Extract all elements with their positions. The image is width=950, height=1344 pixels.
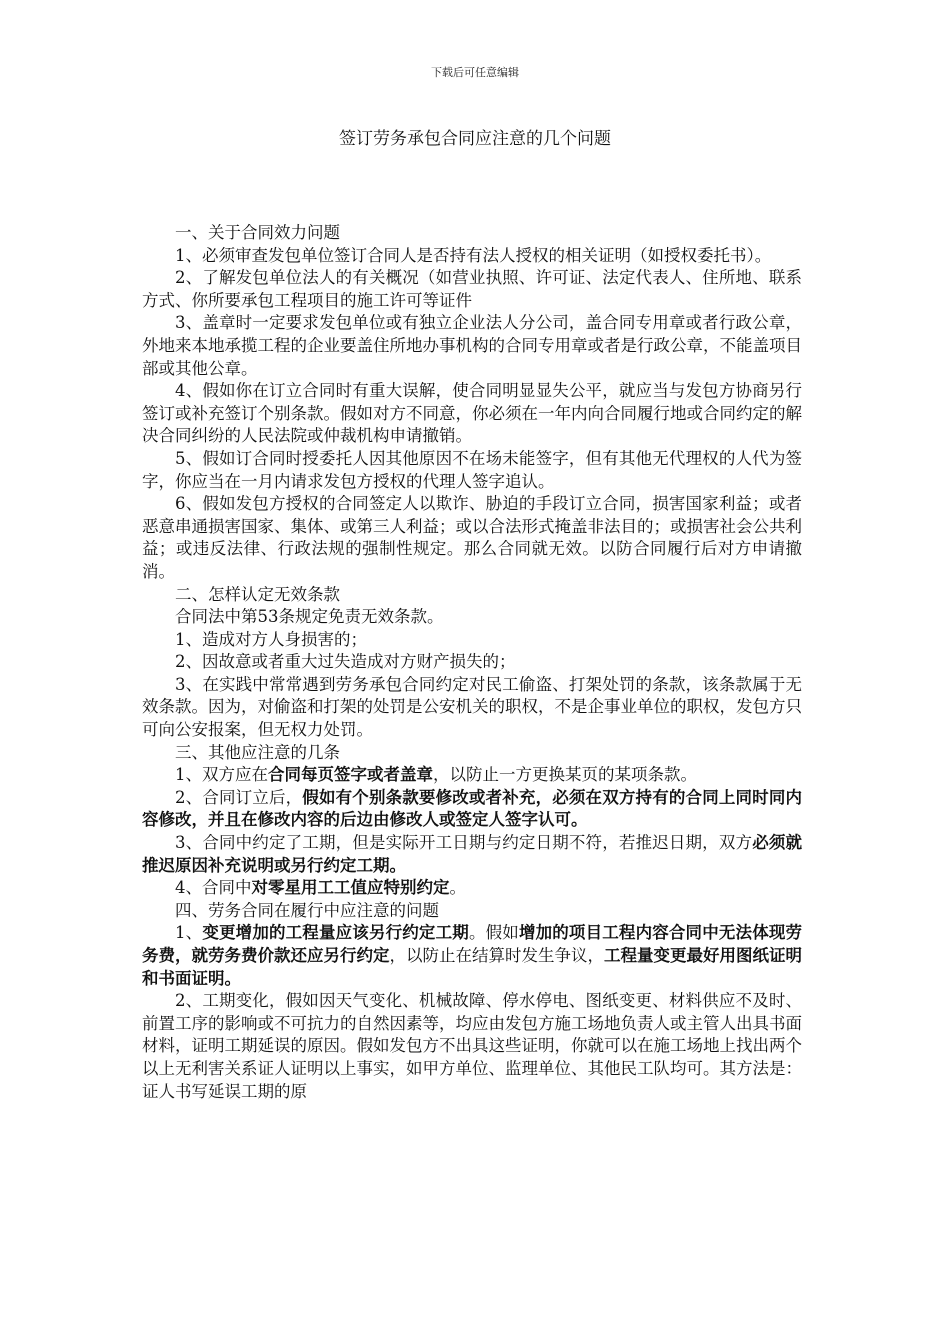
paragraph: [142, 674, 802, 742]
paragraph: [142, 380, 802, 448]
text-run: 。假如: [468, 923, 519, 943]
paragraph: [142, 448, 802, 493]
paragraph: [142, 606, 802, 629]
page-header: 下载后可任意编辑: [431, 66, 519, 79]
text-run: 四、劳务合同在履行中应注意的问题: [175, 900, 439, 920]
document-body: [142, 222, 802, 1103]
text-run: 1、: [175, 923, 203, 943]
paragraph: [142, 877, 802, 900]
text-run: 一、关于合同效力问题: [175, 223, 340, 242]
paragraph: [142, 493, 802, 583]
text-run: 合同法中第53条规定免责无效条款。: [175, 607, 444, 627]
text-run: ，以防止一方更换某页的某项条款。: [433, 765, 697, 785]
bold-text: 必须就推迟原因补充说明或另行约定工期。: [142, 833, 803, 875]
bold-text: 变更增加的工程量应该另行约定工期: [202, 923, 469, 943]
document-title: 签订劳务承包合同应注意的几个问题: [339, 129, 611, 149]
text-run: 2、工期变化，假如因天气变化、机械故障、停水停电、图纸变更、材料供应不及时、前置工序的影响或不可抗力的自然因素等，均应由发包方施工场地负责人或主管人出具书面材料，证明工期延误的原因。假如发包方不出具这些证明，你就可以在施工场地上找出两个以上无利害关系证人证明以上事实，如甲方单位、监理单位、其他民工队均可。其方法是：证人书写延误工期的原: [142, 991, 802, 1101]
paragraph: [142, 990, 802, 1103]
text-run: 三、其他应注意的几条: [175, 742, 340, 762]
paragraph: [142, 584, 802, 607]
text-run: 2、因故意或者重大过失造成对方财产损失的；: [175, 652, 516, 672]
bold-text: 工程量变更最好用图纸证明和书面证明。: [142, 946, 802, 988]
paragraph: [142, 787, 802, 832]
text-run: 4、假如你在订立合同时有重大误解，使合同明显显失公平，就应当与发包方协商另行签订或补充签订个别条款。假如对方不同意，你必须在一年内向合同履行地或合同约定的解决合同纠纷的人民法院或仲裁机构申请撤销。: [142, 381, 802, 446]
paragraph: [142, 764, 802, 787]
text-run: 1、造成对方人身损害的；: [175, 629, 367, 649]
text-run: 1、必须审查发包单位签订合同人是否持有法人授权的相关证明（如授权委托书）。: [175, 245, 772, 265]
text-run: 5、假如订合同时授委托人因其他原因不在场未能签字，但有其他无代理权的人代为签字，你应当在一月内请求发包方授权的代理人签字追认。: [142, 448, 802, 491]
paragraph: [142, 267, 802, 312]
paragraph: [142, 651, 802, 674]
paragraph: [142, 245, 802, 268]
text-run: 。: [449, 878, 466, 898]
bold-text: 假如有个别条款要修改或者补充，必须在双方持有的合同上同时同内容修改，并且在修改内容的后边由修改人或签定人签字认可。: [142, 787, 802, 830]
text-run: 3、合同中约定了工期，但是实际开工日期与约定日期不符，若推迟日期，双方: [175, 833, 753, 853]
paragraph: [142, 222, 802, 245]
paragraph: [142, 629, 802, 652]
text-run: 1、双方应在: [175, 765, 268, 785]
bold-text: 对零星用工工值应特别约定: [251, 878, 450, 898]
text-run: 2、合同订立后，: [175, 787, 303, 807]
bold-text: 合同每页签字或者盖章: [268, 765, 433, 785]
text-run: 4、合同中: [175, 878, 252, 898]
text-run: 3、盖章时一定要求发包单位或有独立企业法人分公司，盖合同专用章或者行政公章，外地来本地承揽工程的企业要盖住所地办事机构的合同专用章或者是行政公章，不能盖项目部或其他公章。: [142, 313, 802, 378]
bold-text: 增加的项目工程内容合同中无法体现劳务费，就劳务费价款还应另行约定: [142, 923, 803, 965]
paragraph: [142, 900, 802, 923]
text-run: 二、怎样认定无效条款: [175, 584, 340, 604]
paragraph: [142, 832, 802, 877]
paragraph: [142, 742, 802, 765]
text-run: 6、假如发包方授权的合同签定人以欺诈、胁迫的手段订立合同，损害国家利益；或者恶意串通损害国家、集体、或第三人利益；或以合法形式掩盖非法目的；或损害社会公共利益；或违反法律、行政法规的强制性规定。那么合同就无效。以防合同履行后对方申请撤消。: [142, 494, 802, 581]
text-run: ，以防止在结算时发生争议，: [389, 946, 604, 965]
paragraph: [142, 312, 802, 380]
text-run: 2、了解发包单位法人的有关概况（如营业执照、许可证、法定代表人、住所地、联系方式、你所要承包工程项目的施工许可等证件: [142, 268, 802, 310]
text-run: 3、在实践中常常遇到劳务承包合同约定对民工偷盗、打架处罚的条款，该条款属于无效条款。因为，对偷盗和打架的处罚是公安机关的职权，不是企事业单位的职权，发包方只可向公安报案，但无权力处罚。: [142, 674, 802, 740]
paragraph: [142, 922, 802, 990]
